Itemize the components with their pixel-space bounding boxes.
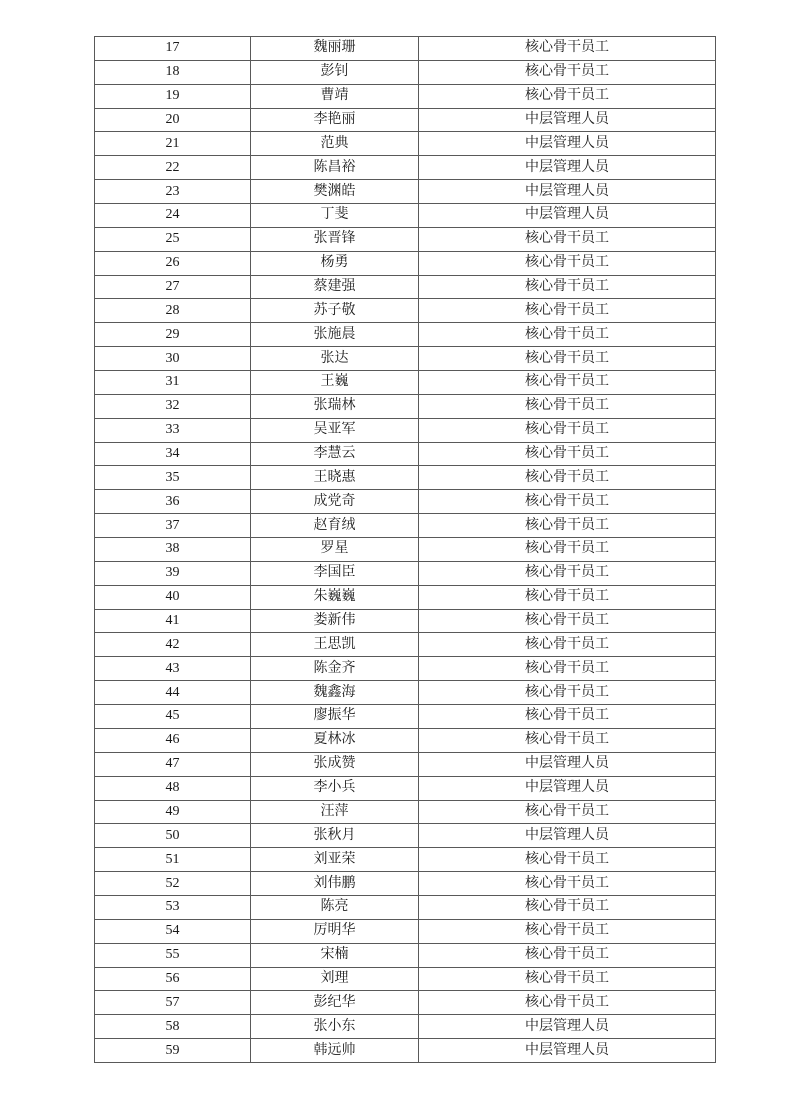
serial-number-cell: 32 [95,394,251,418]
table-row [95,585,716,609]
serial-number-cell: 49 [95,800,251,824]
employee-name-cell: 李小兵 [251,776,419,800]
employee-name-cell: 范典 [251,132,419,156]
employee-name-cell: 李慧云 [251,442,419,466]
employee-category-cell: 核心骨干员工 [419,633,716,657]
employee-category-cell: 核心骨干员工 [419,681,716,705]
table-row [95,347,716,371]
employee-name-cell: 吴亚军 [251,418,419,442]
employee-name-cell: 宋楠 [251,943,419,967]
serial-number-cell: 33 [95,418,251,442]
employee-category-cell: 核心骨干员工 [419,299,716,323]
employee-name-cell: 彭钊 [251,60,419,84]
employee-category-cell: 中层管理人员 [419,180,716,204]
serial-number-cell: 24 [95,204,251,228]
employee-name-cell: 赵育绒 [251,514,419,538]
employee-category-cell: 核心骨干员工 [419,347,716,371]
serial-number-cell: 38 [95,538,251,562]
employee-category-cell: 核心骨干员工 [419,514,716,538]
serial-number-cell: 31 [95,371,251,395]
employee-name-cell: 成党奇 [251,490,419,514]
serial-number-cell: 36 [95,490,251,514]
employee-category-cell: 核心骨干员工 [419,490,716,514]
employee-category-cell: 核心骨干员工 [419,227,716,251]
employee-name-cell: 陈昌裕 [251,156,419,180]
employee-name-cell: 张秋月 [251,824,419,848]
employee-name-cell: 李国臣 [251,561,419,585]
serial-number-cell: 56 [95,967,251,991]
table-row [95,895,716,919]
serial-number-cell: 22 [95,156,251,180]
employee-category-cell: 核心骨干员工 [419,466,716,490]
employee-name-cell: 汪萍 [251,800,419,824]
employee-name-cell: 张施晨 [251,323,419,347]
serial-number-cell: 37 [95,514,251,538]
serial-number-cell: 39 [95,561,251,585]
serial-number-cell: 40 [95,585,251,609]
table-row [95,394,716,418]
employee-category-cell: 核心骨干员工 [419,418,716,442]
table-row [95,442,716,466]
employee-category-cell: 核心骨干员工 [419,991,716,1015]
employee-category-cell: 核心骨干员工 [419,394,716,418]
employee-name-cell: 苏子敬 [251,299,419,323]
employee-category-cell: 核心骨干员工 [419,657,716,681]
employee-category-cell: 中层管理人员 [419,132,716,156]
table-row [95,705,716,729]
serial-number-cell: 19 [95,84,251,108]
serial-number-cell: 46 [95,728,251,752]
employee-category-cell: 核心骨干员工 [419,37,716,61]
employee-category-cell: 中层管理人员 [419,204,716,228]
table-row [95,132,716,156]
employee-name-cell: 厉明华 [251,919,419,943]
employee-name-cell: 张小东 [251,1015,419,1039]
employee-category-cell: 中层管理人员 [419,1015,716,1039]
employee-category-cell: 核心骨干员工 [419,251,716,275]
table-row [95,919,716,943]
table-row [95,156,716,180]
employee-name-cell: 魏丽珊 [251,37,419,61]
serial-number-cell: 42 [95,633,251,657]
employee-name-cell: 陈金齐 [251,657,419,681]
table-row [95,728,716,752]
employee-name-cell: 刘亚荣 [251,848,419,872]
employee-name-cell: 张晋锋 [251,227,419,251]
employee-category-cell: 核心骨干员工 [419,442,716,466]
table-row [95,848,716,872]
employee-name-cell: 娄新伟 [251,609,419,633]
employee-category-cell: 核心骨干员工 [419,275,716,299]
table-row [95,514,716,538]
employee-category-cell: 中层管理人员 [419,752,716,776]
serial-number-cell: 30 [95,347,251,371]
serial-number-cell: 34 [95,442,251,466]
employee-category-cell: 核心骨干员工 [419,538,716,562]
employee-name-cell: 蔡建强 [251,275,419,299]
employee-category-cell: 核心骨干员工 [419,919,716,943]
table-row [95,657,716,681]
table-row [95,538,716,562]
employee-name-cell: 魏鑫海 [251,681,419,705]
employee-category-cell: 核心骨干员工 [419,585,716,609]
serial-number-cell: 20 [95,108,251,132]
employee-category-cell: 核心骨干员工 [419,848,716,872]
employee-name-cell: 韩远帅 [251,1039,419,1063]
serial-number-cell: 18 [95,60,251,84]
employee-name-cell: 罗星 [251,538,419,562]
serial-number-cell: 53 [95,895,251,919]
table-row [95,418,716,442]
table-row [95,84,716,108]
table-row [95,1015,716,1039]
employee-table-body [95,37,716,1063]
employee-table [94,36,716,1063]
employee-name-cell: 丁斐 [251,204,419,228]
employee-category-cell: 核心骨干员工 [419,967,716,991]
employee-category-cell: 核心骨干员工 [419,609,716,633]
serial-number-cell: 58 [95,1015,251,1039]
employee-name-cell: 张瑞林 [251,394,419,418]
table-row [95,108,716,132]
table-row [95,633,716,657]
serial-number-cell: 59 [95,1039,251,1063]
table-row [95,299,716,323]
table-row [95,490,716,514]
employee-name-cell: 王晓惠 [251,466,419,490]
table-row [95,800,716,824]
employee-name-cell: 张成赞 [251,752,419,776]
serial-number-cell: 21 [95,132,251,156]
table-row [95,227,716,251]
employee-category-cell: 中层管理人员 [419,1039,716,1063]
table-row [95,609,716,633]
employee-category-cell: 核心骨干员工 [419,895,716,919]
employee-category-cell: 核心骨干员工 [419,84,716,108]
employee-category-cell: 核心骨干员工 [419,705,716,729]
employee-category-cell: 核心骨干员工 [419,323,716,347]
serial-number-cell: 54 [95,919,251,943]
table-row [95,681,716,705]
employee-name-cell: 张达 [251,347,419,371]
table-row [95,943,716,967]
employee-name-cell: 曹靖 [251,84,419,108]
table-row [95,752,716,776]
serial-number-cell: 41 [95,609,251,633]
employee-category-cell: 核心骨干员工 [419,561,716,585]
employee-category-cell: 核心骨干员工 [419,800,716,824]
serial-number-cell: 50 [95,824,251,848]
employee-category-cell: 核心骨干员工 [419,943,716,967]
employee-category-cell: 中层管理人员 [419,824,716,848]
employee-category-cell: 核心骨干员工 [419,60,716,84]
serial-number-cell: 29 [95,323,251,347]
table-row [95,37,716,61]
employee-name-cell: 夏林冰 [251,728,419,752]
employee-category-cell: 核心骨干员工 [419,728,716,752]
table-row [95,371,716,395]
employee-name-cell: 王思凯 [251,633,419,657]
serial-number-cell: 44 [95,681,251,705]
serial-number-cell: 48 [95,776,251,800]
serial-number-cell: 28 [95,299,251,323]
employee-name-cell: 廖振华 [251,705,419,729]
serial-number-cell: 45 [95,705,251,729]
serial-number-cell: 25 [95,227,251,251]
serial-number-cell: 27 [95,275,251,299]
table-row [95,1039,716,1063]
table-row [95,180,716,204]
serial-number-cell: 35 [95,466,251,490]
employee-category-cell: 中层管理人员 [419,156,716,180]
table-row [95,275,716,299]
serial-number-cell: 51 [95,848,251,872]
employee-name-cell: 杨勇 [251,251,419,275]
serial-number-cell: 55 [95,943,251,967]
table-row [95,967,716,991]
employee-category-cell: 核心骨干员工 [419,371,716,395]
table-row [95,466,716,490]
employee-category-cell: 中层管理人员 [419,108,716,132]
employee-name-cell: 朱巍巍 [251,585,419,609]
table-row [95,824,716,848]
table-row [95,60,716,84]
employee-category-cell: 核心骨干员工 [419,872,716,896]
employee-name-cell: 彭纪华 [251,991,419,1015]
employee-name-cell: 刘伟鹏 [251,872,419,896]
employee-name-cell: 李艳丽 [251,108,419,132]
serial-number-cell: 23 [95,180,251,204]
employee-name-cell: 刘理 [251,967,419,991]
serial-number-cell: 47 [95,752,251,776]
table-row [95,776,716,800]
serial-number-cell: 52 [95,872,251,896]
table-row [95,561,716,585]
table-row [95,251,716,275]
table-row [95,323,716,347]
table-row [95,872,716,896]
employee-name-cell: 樊渊皓 [251,180,419,204]
employee-name-cell: 陈亮 [251,895,419,919]
serial-number-cell: 17 [95,37,251,61]
employee-name-cell: 王巍 [251,371,419,395]
serial-number-cell: 43 [95,657,251,681]
serial-number-cell: 57 [95,991,251,1015]
table-row [95,204,716,228]
table-row [95,991,716,1015]
employee-category-cell: 中层管理人员 [419,776,716,800]
serial-number-cell: 26 [95,251,251,275]
